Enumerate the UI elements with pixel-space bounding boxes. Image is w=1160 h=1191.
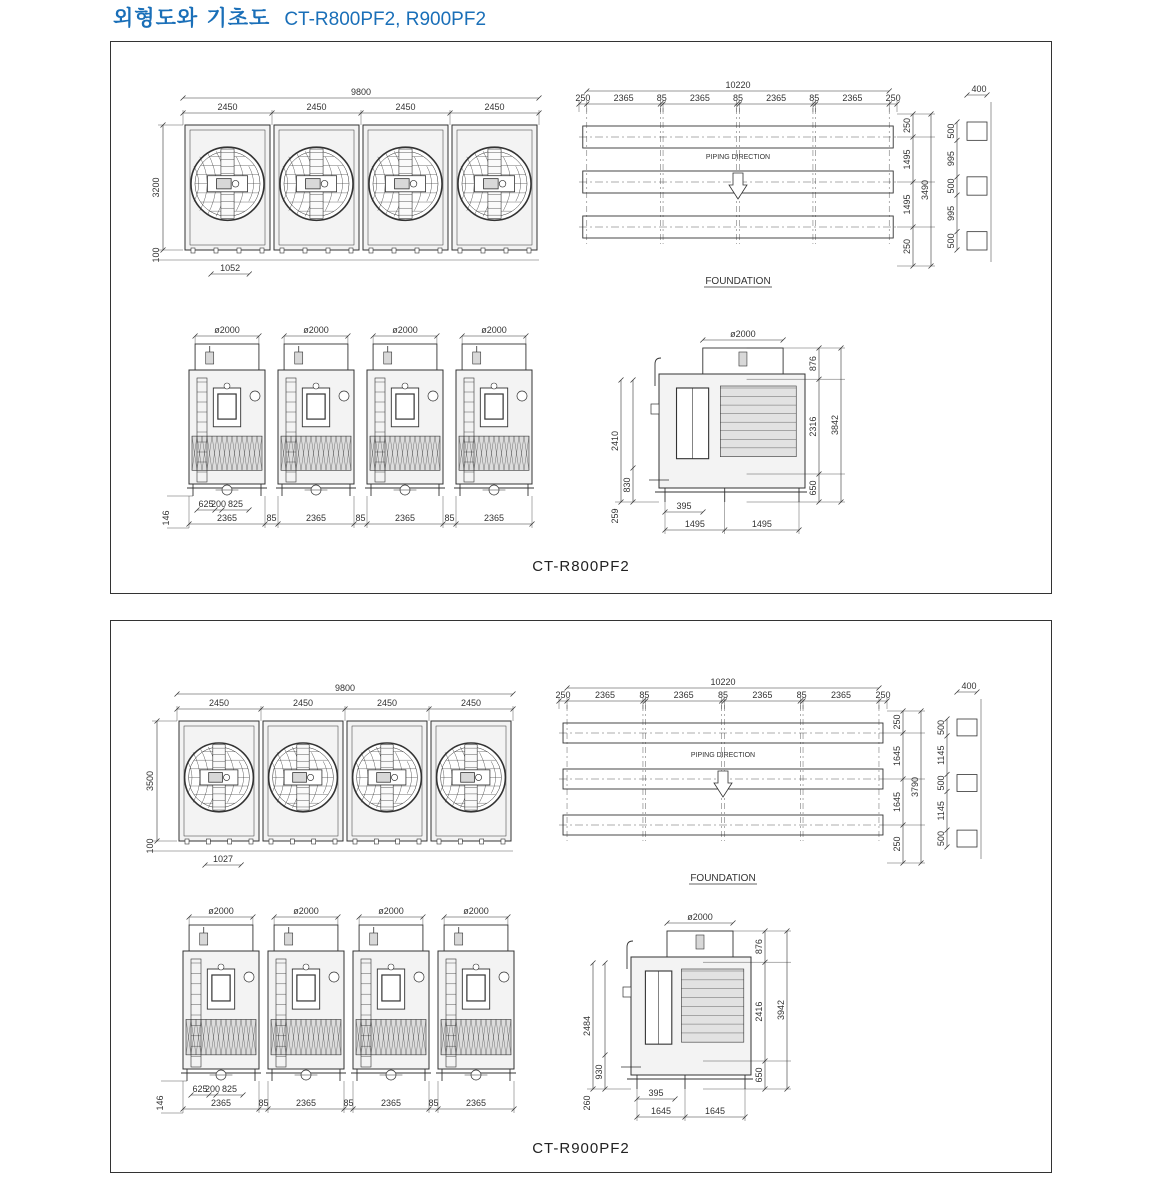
dimension-label: 650 [808,480,818,496]
door-window [382,975,400,1001]
base-height-label: 100 [145,838,155,854]
dimension-label: 250 [555,690,571,700]
fan-stack [373,344,437,370]
anchor-foot [206,839,210,844]
dimension-label: 1495 [902,194,912,215]
anchor-foot [458,839,462,844]
dimension-label: 85 [266,513,277,523]
inlet-flange [651,404,659,414]
dimension-label: 2365 [689,93,710,103]
dimension-label: 2365 [673,690,694,700]
dimension-label: 2365 [830,690,852,700]
inlet-flange [244,972,254,982]
inlet-flange [499,972,509,982]
anchor-foot [501,839,505,844]
anchor-foot [260,248,264,253]
anchor-foot [191,248,195,253]
door-window [218,394,236,419]
foundation-pad [957,719,977,736]
dimension-label: 2450 [217,102,238,112]
vent-circle [473,964,479,970]
dimension-label: 1645 [892,791,902,813]
anchor-foot [269,839,273,844]
fill-media [356,1019,426,1054]
model-label: CT-R800PF2 [532,558,630,575]
pad-width-label: 400 [971,84,987,94]
dimension-label: 85 [444,513,455,523]
dimension-label: 2365 [465,1098,487,1108]
model-label: CT-R900PF2 [532,1140,630,1157]
dimension-label: 650 [754,1067,764,1083]
fan-diameter-label: ø2000 [378,906,404,916]
dimension-label: 85 [428,1098,439,1108]
dimension-label: 930 [594,1064,604,1080]
dimension-label: 2365 [594,690,616,700]
inlet-flange [339,391,349,401]
dimension-label: 85 [343,1098,354,1108]
fan-diameter-label: ø2000 [303,325,329,335]
fan-stack [444,925,508,951]
fan-stack [189,925,253,951]
dimension-label: 2450 [376,698,398,708]
motor-box [377,773,391,783]
dimension-label: 395 [676,501,692,511]
dimension-label: 1145 [936,801,946,821]
vent-circle [402,383,408,389]
dimension-label: 876 [754,939,764,955]
base-height-label: 146 [155,1095,165,1111]
dimension-label: 995 [946,205,956,221]
inlet-flange [517,391,527,401]
foundation-total-label: 10220 [725,80,751,90]
anchor-foot [369,248,373,253]
base-height-label: 100 [151,247,161,263]
inlet-flange [250,391,260,401]
piping-direction-label: PIPING DIRECTION [690,752,756,759]
dimension-label: 1027 [213,854,234,864]
dimension-label: 625 [192,1084,208,1094]
dimension-label: 250 [575,93,591,103]
dimension-label: 500 [946,178,956,194]
foundation-pad [957,775,977,792]
dimension-label: 85 [717,690,729,700]
door-window [485,394,503,419]
door-window [307,394,325,419]
fill-media [441,1019,511,1054]
dimension-label: 2450 [306,102,327,112]
piping-direction-label: PIPING DIRECTION [705,154,771,161]
dimension-label: 85 [258,1098,269,1108]
dimension-label: 2365 [210,1098,232,1108]
dimension-label: 250 [902,238,912,255]
anchor-foot [237,248,241,253]
fill-media [281,436,351,470]
dimension-label: 395 [648,1088,664,1098]
fan-diameter-label: ø2000 [481,325,507,335]
vent-circle [224,383,230,389]
dimension-label: 3200 [151,177,161,198]
dimension-label: 1052 [220,263,241,273]
dimension-label: 1495 [902,149,912,170]
drawing-r800 [111,42,1051,593]
foundation-pad [967,122,987,140]
dimension-label: 2450 [208,698,230,708]
dimension-label: 2365 [766,93,787,103]
motor-box [209,773,223,783]
fan-diameter-label: ø2000 [392,325,418,335]
dimension-label: 250 [902,117,912,134]
anchor-foot [527,248,531,253]
door-window [396,394,414,419]
foundation-label: FOUNDATION [705,276,771,287]
door-window [467,975,485,1001]
drawing-panel-r900 [110,620,1052,1173]
fan-motor [696,935,704,949]
page-title [113,2,486,32]
dimension-label: 200 [204,1084,221,1094]
dimension-label: 625 [198,499,214,509]
dimension-label: 200 [210,499,227,509]
fill-media [370,436,440,470]
dimension-label: 250 [885,93,901,103]
dimension-label: 3842 [830,414,840,436]
fan-motor [206,352,214,364]
overall-width-label: 9800 [350,87,372,97]
anchor-foot [396,839,400,844]
foundation-pad [967,232,987,250]
dimension-label: 995 [946,151,956,167]
dimension-label: 250 [875,690,891,700]
motor-shaft [223,774,229,780]
dimension-label: 2410 [610,430,620,452]
dimension-label: 876 [808,356,818,372]
fan-diameter-label: ø2000 [463,906,489,916]
anchor-foot [417,839,421,844]
anchor-foot [481,248,485,253]
dimension-label: 830 [622,477,632,493]
fan-stack [462,344,526,370]
motor-box [484,179,499,189]
dimension-label: 2450 [395,102,416,112]
dimension-label: 1495 [751,519,772,529]
fan-stack [195,344,259,370]
vent-circle [218,964,224,970]
dimension-label: 2416 [754,1001,764,1022]
fan-motor [384,352,392,364]
inlet-flange [414,972,424,982]
anchor-foot [280,248,284,253]
vent-circle [491,383,497,389]
motor-shaft [307,774,313,780]
dimension-label: 500 [946,123,956,139]
dimension-label: 1645 [704,1106,726,1116]
dimension-label: 250 [892,714,902,730]
fan-stack [284,344,348,370]
dimension-label: 259 [610,508,620,524]
dimension-label: 2484 [582,1015,592,1037]
fill-media [186,1019,256,1054]
dimension-label: 85 [639,690,650,700]
door-window [212,975,230,1001]
title-main: 외형도와 기초도 [113,6,271,30]
inlet-flange [428,391,438,401]
foundation-pad [957,830,977,847]
anchor-foot [480,839,484,844]
motor-box [306,179,321,189]
title-models: CT-R800PF2, R900PF2 [284,9,487,30]
dimension-label: 2365 [305,513,327,523]
dimension-label: 85 [796,690,807,700]
dimension-label: 2365 [216,513,238,523]
fan-diameter-label: ø2000 [293,906,319,916]
anchor-foot [333,839,337,844]
dimension-label: 825 [227,499,244,509]
dimension-label: 250 [892,836,902,852]
motor-shaft [391,774,397,780]
anchor-foot [437,839,441,844]
motor-shaft [321,180,328,187]
fan-motor [285,933,293,945]
anchor-foot [353,839,357,844]
fan-motor [739,352,747,366]
dimension-label: 2365 [394,513,416,523]
motor-box [293,773,307,783]
anchor-foot [415,248,419,253]
vent-circle [303,964,309,970]
anchor-foot [349,248,353,253]
dimension-label: 1645 [650,1106,672,1116]
vent-circle [388,964,394,970]
inlet-flange [329,972,339,982]
fan-diameter-label: ø2000 [214,325,240,335]
pad-width-label: 400 [961,681,977,691]
dimension-label: 825 [221,1084,238,1094]
dimension-label: 85 [355,513,366,523]
anchor-foot [326,248,330,253]
anchor-foot [458,248,462,253]
fan-stack [274,925,338,951]
motor-box [461,773,475,783]
drawing-r900 [111,621,1051,1172]
base-height-label: 146 [161,510,171,526]
anchor-foot [392,248,396,253]
vent-circle [313,383,319,389]
foundation-pad [967,177,987,195]
foundation-total-label: 10220 [710,677,736,687]
dimension-label: 2450 [460,698,482,708]
dimension-label: 2450 [292,698,314,708]
fill-media [271,1019,341,1054]
anchor-foot [185,839,189,844]
dimension-label: 2365 [295,1098,317,1108]
dimension-label: 2316 [808,416,818,437]
dimension-label: 3790 [910,776,920,798]
anchor-foot [504,248,508,253]
dimension-label: 500 [936,775,946,791]
dimension-label: 500 [946,233,956,249]
fan-motor [200,933,208,945]
fan-diameter-label: ø2000 [730,329,756,339]
fan-diameter-label: ø2000 [687,912,713,922]
dimension-label: 500 [936,719,946,735]
dimension-label: 3942 [776,999,786,1021]
dimension-label: 2365 [752,690,773,700]
dimension-label: 2365 [380,1098,402,1108]
fan-motor [473,352,481,364]
overall-width-label: 9800 [334,683,356,693]
fan-motor [455,933,463,945]
fan-motor [295,352,303,364]
anchor-foot [303,248,307,253]
fill-media [192,436,262,470]
anchor-foot [228,839,232,844]
foundation-label: FOUNDATION [690,873,756,884]
inlet-flange [623,987,631,997]
motor-shaft [410,180,417,187]
motor-shaft [499,180,506,187]
dimension-label: 500 [936,831,946,847]
dimension-label: 260 [582,1095,592,1111]
anchor-foot [214,248,218,253]
dimension-label: 85 [656,93,667,103]
fill-media [459,436,529,470]
anchor-foot [312,839,316,844]
motor-shaft [475,774,481,780]
dimension-label: 3490 [920,179,930,201]
fan-motor [370,933,378,945]
door-window [297,975,315,1001]
fan-diameter-label: ø2000 [208,906,234,916]
drawing-panel-r800 [110,41,1052,594]
dimension-label: 2365 [483,513,505,523]
dimension-label: 3500 [145,770,155,792]
anchor-foot [249,839,253,844]
anchor-foot [374,839,378,844]
dimension-label: 2365 [842,93,863,103]
motor-box [395,179,410,189]
dimension-label: 1495 [684,519,705,529]
anchor-foot [438,248,442,253]
motor-box [217,179,232,189]
fan-stack [359,925,423,951]
dimension-label: 2450 [484,102,505,112]
anchor-foot [290,839,294,844]
dimension-label: 2365 [613,93,634,103]
dimension-label: 1145 [936,745,946,765]
dimension-label: 85 [809,93,820,103]
motor-shaft [232,180,239,187]
dimension-label: 1645 [892,745,902,767]
dimension-label: 85 [732,93,744,103]
